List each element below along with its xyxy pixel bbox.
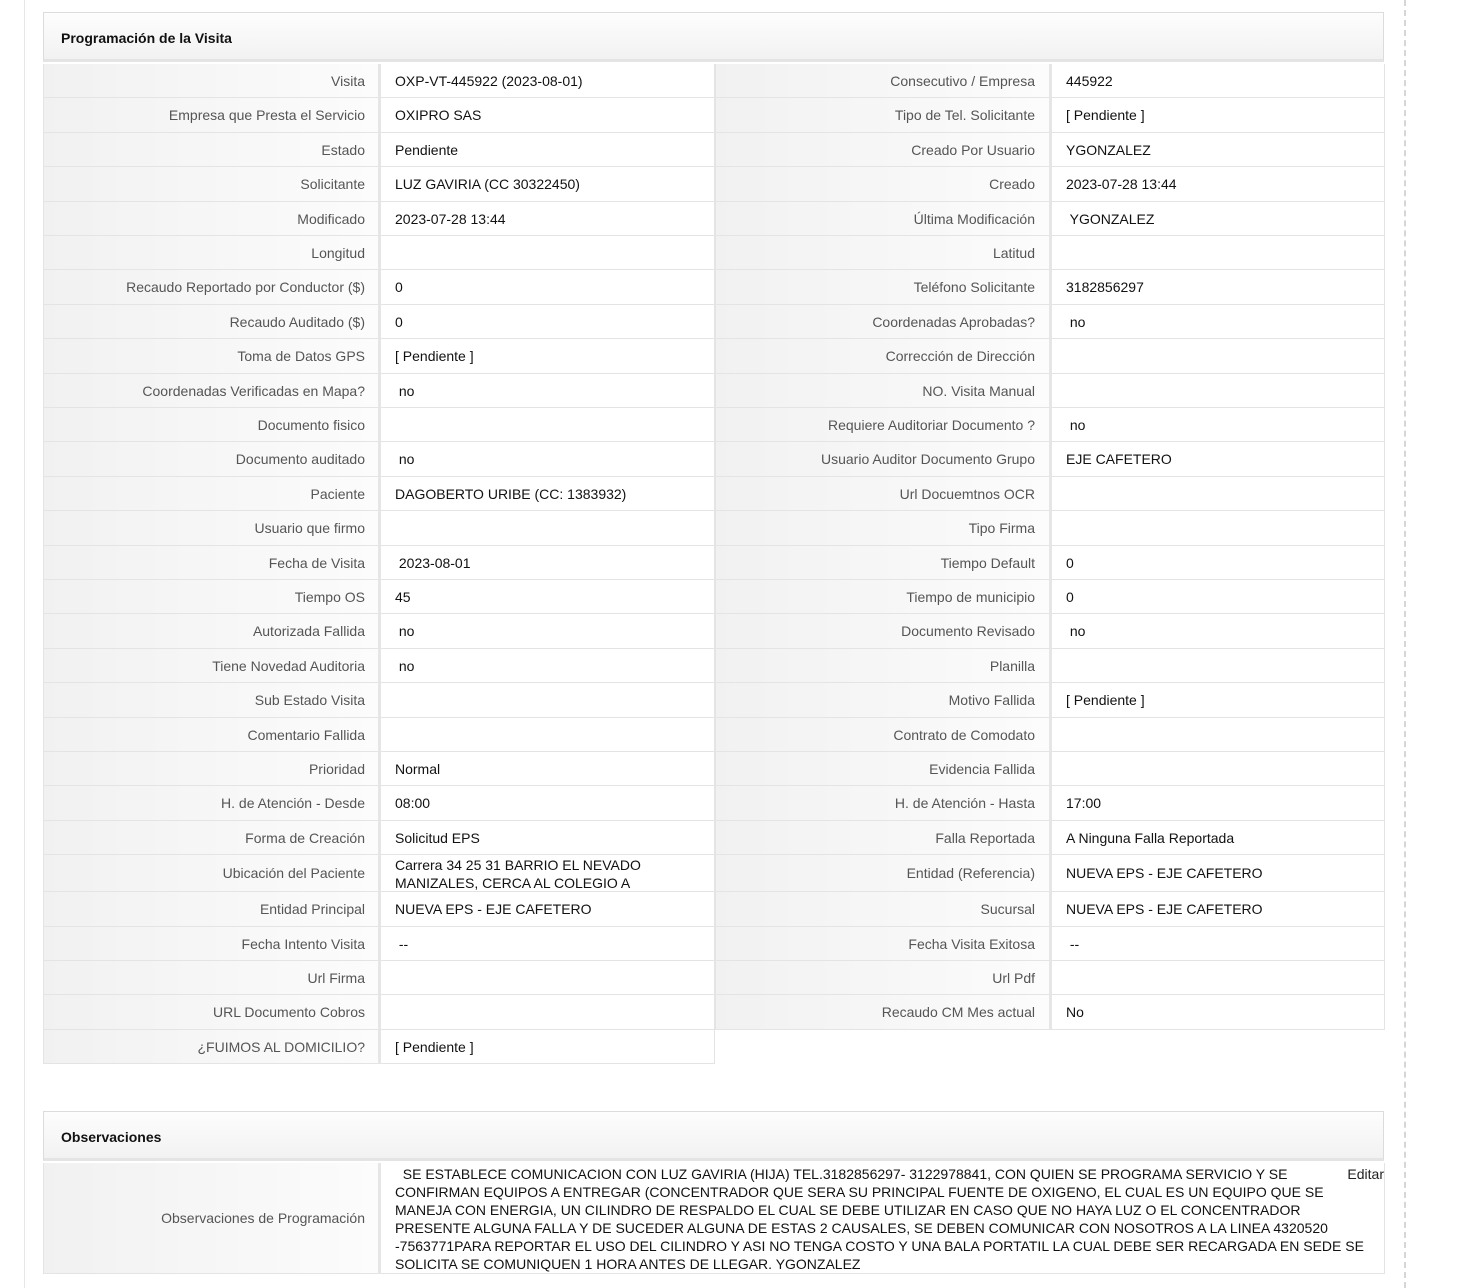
field-value — [1049, 752, 1385, 786]
field-label: Fecha Visita Exitosa — [715, 927, 1050, 961]
field-value — [378, 236, 715, 270]
field-value: NUEVA EPS - EJE CAFETERO — [1049, 892, 1385, 926]
field-value — [378, 683, 715, 717]
field-label: Falla Reportada — [715, 821, 1050, 855]
field-label: Tiene Novedad Auditoria — [43, 649, 380, 683]
field-label: H. de Atención - Desde — [43, 786, 380, 820]
field-label: Ubicación del Paciente — [43, 855, 380, 892]
field-value: OXIPRO SAS — [378, 98, 715, 132]
field-label: Usuario que firmo — [43, 511, 380, 545]
field-label: Tipo de Tel. Solicitante — [715, 98, 1050, 132]
detail-row — [43, 649, 1385, 683]
field-value — [1049, 236, 1385, 270]
detail-row — [43, 339, 1385, 373]
field-value: 445922 — [1049, 64, 1385, 98]
field-value: 0 — [378, 305, 715, 339]
field-value: [ Pendiente ] — [1049, 98, 1385, 132]
field-value: 0 — [1049, 580, 1385, 614]
detail-row — [43, 683, 1385, 717]
field-label: Usuario Auditor Documento Grupo — [715, 442, 1050, 476]
detail-row — [43, 961, 1385, 995]
field-value: 3182856297 — [1049, 270, 1385, 304]
field-value: 2023-07-28 13:44 — [378, 202, 715, 236]
field-value — [378, 511, 715, 545]
section-title-programacion: Programación de la Visita — [43, 12, 1384, 62]
observaciones-label: Observaciones de Programación — [43, 1163, 380, 1274]
field-value: 45 — [378, 580, 715, 614]
field-label: Documento fisico — [43, 408, 380, 442]
field-value: LUZ GAVIRIA (CC 30322450) — [378, 167, 715, 201]
detail-row — [43, 202, 1385, 236]
detail-row — [43, 580, 1385, 614]
detail-row — [43, 305, 1385, 339]
field-value: Carrera 34 25 31 BARRIO EL NEVADO MANIZALES, CERCA AL COLEGIO A — [378, 855, 715, 892]
edit-observaciones-link[interactable]: Editar — [1347, 1166, 1384, 1182]
field-label: Corrección de Dirección — [715, 339, 1050, 373]
field-value — [378, 718, 715, 752]
page-right-dashed-border — [1404, 0, 1406, 1288]
field-label: Estado — [43, 133, 380, 167]
field-value: -- — [1049, 927, 1385, 961]
field-label: Documento auditado — [43, 442, 380, 476]
field-label: NO. Visita Manual — [715, 374, 1050, 408]
field-value: no — [1049, 305, 1385, 339]
field-label: Creado — [715, 167, 1050, 201]
field-label: Sub Estado Visita — [43, 683, 380, 717]
field-label: Empresa que Presta el Servicio — [43, 98, 380, 132]
field-label: Latitud — [715, 236, 1050, 270]
field-value: [ Pendiente ] — [378, 339, 715, 373]
field-value: DAGOBERTO URIBE (CC: 1383932) — [378, 477, 715, 511]
field-label: Paciente — [43, 477, 380, 511]
field-value — [1049, 339, 1385, 373]
field-label: Contrato de Comodato — [715, 718, 1050, 752]
field-label: Url Pdf — [715, 961, 1050, 995]
field-label: Recaudo Reportado por Conductor ($) — [43, 270, 380, 304]
detail-row — [43, 995, 1385, 1029]
field-value: 2023-08-01 — [378, 546, 715, 580]
field-value: NUEVA EPS - EJE CAFETERO — [378, 892, 715, 926]
field-label: Url Docuemtnos OCR — [715, 477, 1050, 511]
field-value: no — [1049, 408, 1385, 442]
observaciones-text: SE ESTABLECE COMUNICACION CON LUZ GAVIRIA (HIJA) TEL.3182856297- 3122978841, CON QUIEN SE PROGRAMA SERVICIO Y SE CONFIRMAN EQUIPOS A ENTREGAR (CONCENTRADOR QUE SERA SU PRINCIPAL FUENTE DE OXIGENO, EL CUAL ES UN EQUIPO QUE SE MANEJA CON ENERGIA, UN CILINDRO DE RESPALDO EL CUAL SE DEBE UTILIZAR EN CASO QUE NO HAYA LUZ O EL CONCENTRADOR PRESENTE ALGUNA FALLA Y DE SUCEDER ALGUNA DE ESTAS 2 CAUSALES, SE DEBEN COMUNICAR CON NOSOTROS A LA LINEA 4320520 -7563771PARA REPORTAR EL USO DEL CILINDRO Y ASI NO TENGA COSTO Y UNA BALA PORTATIL LA CUAL DEBE SER RECARGADA EN SEDE SE SOLICITA SE COMUNIQUEN 1 HORA ANTES DE LLEGAR. YGONZALEZ — [395, 1166, 1368, 1272]
field-label: Visita — [43, 64, 380, 98]
section-title-observaciones: Observaciones — [43, 1111, 1384, 1161]
field-label: Consecutivo / Empresa — [715, 64, 1050, 98]
field-label: Modificado — [43, 202, 380, 236]
field-value: YGONZALEZ — [1049, 133, 1385, 167]
field-label: Coordenadas Aprobadas? — [715, 305, 1050, 339]
field-value: [ Pendiente ] — [378, 1030, 715, 1064]
field-label: Url Firma — [43, 961, 380, 995]
field-value: YGONZALEZ — [1049, 202, 1385, 236]
field-label: Creado Por Usuario — [715, 133, 1050, 167]
field-label: Fecha de Visita — [43, 546, 380, 580]
field-label: Última Modificación — [715, 202, 1050, 236]
field-value — [1049, 477, 1385, 511]
field-value — [378, 961, 715, 995]
field-value — [1049, 718, 1385, 752]
field-value: A Ninguna Falla Reportada — [1049, 821, 1385, 855]
detail-row — [43, 64, 1385, 98]
field-label: ¿FUIMOS AL DOMICILIO? — [43, 1030, 380, 1064]
field-label: Toma de Datos GPS — [43, 339, 380, 373]
field-value — [378, 995, 715, 1029]
field-label: Tipo Firma — [715, 511, 1050, 545]
field-value — [1049, 649, 1385, 683]
detail-row — [43, 614, 1385, 648]
field-label: Fecha Intento Visita — [43, 927, 380, 961]
field-value: 17:00 — [1049, 786, 1385, 820]
detail-row — [43, 374, 1385, 408]
field-label: Recaudo CM Mes actual — [715, 995, 1050, 1029]
observaciones-value — [378, 1163, 1385, 1274]
field-value: Solicitud EPS — [378, 821, 715, 855]
field-value — [1049, 961, 1385, 995]
field-label: Sucursal — [715, 892, 1050, 926]
detail-row — [43, 752, 1385, 786]
field-value — [1049, 511, 1385, 545]
field-value: -- — [378, 927, 715, 961]
field-value: Normal — [378, 752, 715, 786]
field-label: Solicitante — [43, 167, 380, 201]
detail-row — [43, 408, 1385, 442]
field-value: no — [378, 442, 715, 476]
detail-row — [43, 167, 1385, 201]
field-label: Requiere Auditoriar Documento ? — [715, 408, 1050, 442]
field-label: URL Documento Cobros — [43, 995, 380, 1029]
field-value: EJE CAFETERO — [1049, 442, 1385, 476]
detail-row — [43, 236, 1385, 270]
field-value: Pendiente — [378, 133, 715, 167]
field-label: Evidencia Fallida — [715, 752, 1050, 786]
field-label: H. de Atención - Hasta — [715, 786, 1050, 820]
field-value: no — [378, 614, 715, 648]
field-label: Coordenadas Verificadas en Mapa? — [43, 374, 380, 408]
detail-row — [43, 511, 1385, 545]
detail-row — [43, 442, 1385, 476]
detail-row — [43, 98, 1385, 132]
detail-row — [43, 855, 1385, 892]
field-label: Entidad Principal — [43, 892, 380, 926]
field-label: Documento Revisado — [715, 614, 1050, 648]
field-value: 0 — [1049, 546, 1385, 580]
detail-row — [43, 786, 1385, 820]
field-label: Recaudo Auditado ($) — [43, 305, 380, 339]
detail-row — [43, 270, 1385, 304]
detail-row — [43, 927, 1385, 961]
field-value: 08:00 — [378, 786, 715, 820]
field-value — [1049, 374, 1385, 408]
field-value: OXP-VT-445922 (2023-08-01) — [378, 64, 715, 98]
field-value: no — [1049, 614, 1385, 648]
field-label: Motivo Fallida — [715, 683, 1050, 717]
detail-row — [43, 1030, 1385, 1064]
page-left-border — [24, 0, 25, 1288]
detail-row — [43, 821, 1385, 855]
field-label: Autorizada Fallida — [43, 614, 380, 648]
field-label: Prioridad — [43, 752, 380, 786]
detail-row — [43, 133, 1385, 167]
field-label: Tiempo Default — [715, 546, 1050, 580]
field-label: Forma de Creación — [43, 821, 380, 855]
field-value: [ Pendiente ] — [1049, 683, 1385, 717]
field-value: No — [1049, 995, 1385, 1029]
field-label: Tiempo de municipio — [715, 580, 1050, 614]
field-value: 0 — [378, 270, 715, 304]
field-label: Longitud — [43, 236, 380, 270]
detail-row — [43, 546, 1385, 580]
field-value — [378, 408, 715, 442]
field-value: no — [378, 374, 715, 408]
detail-row — [43, 718, 1385, 752]
field-value: no — [378, 649, 715, 683]
field-label: Teléfono Solicitante — [715, 270, 1050, 304]
field-label: Entidad (Referencia) — [715, 855, 1050, 892]
field-label: Planilla — [715, 649, 1050, 683]
field-label: Tiempo OS — [43, 580, 380, 614]
field-value: NUEVA EPS - EJE CAFETERO — [1049, 855, 1385, 892]
detail-row — [43, 477, 1385, 511]
detail-row — [43, 892, 1385, 926]
field-value: 2023-07-28 13:44 — [1049, 167, 1385, 201]
field-label: Comentario Fallida — [43, 718, 380, 752]
